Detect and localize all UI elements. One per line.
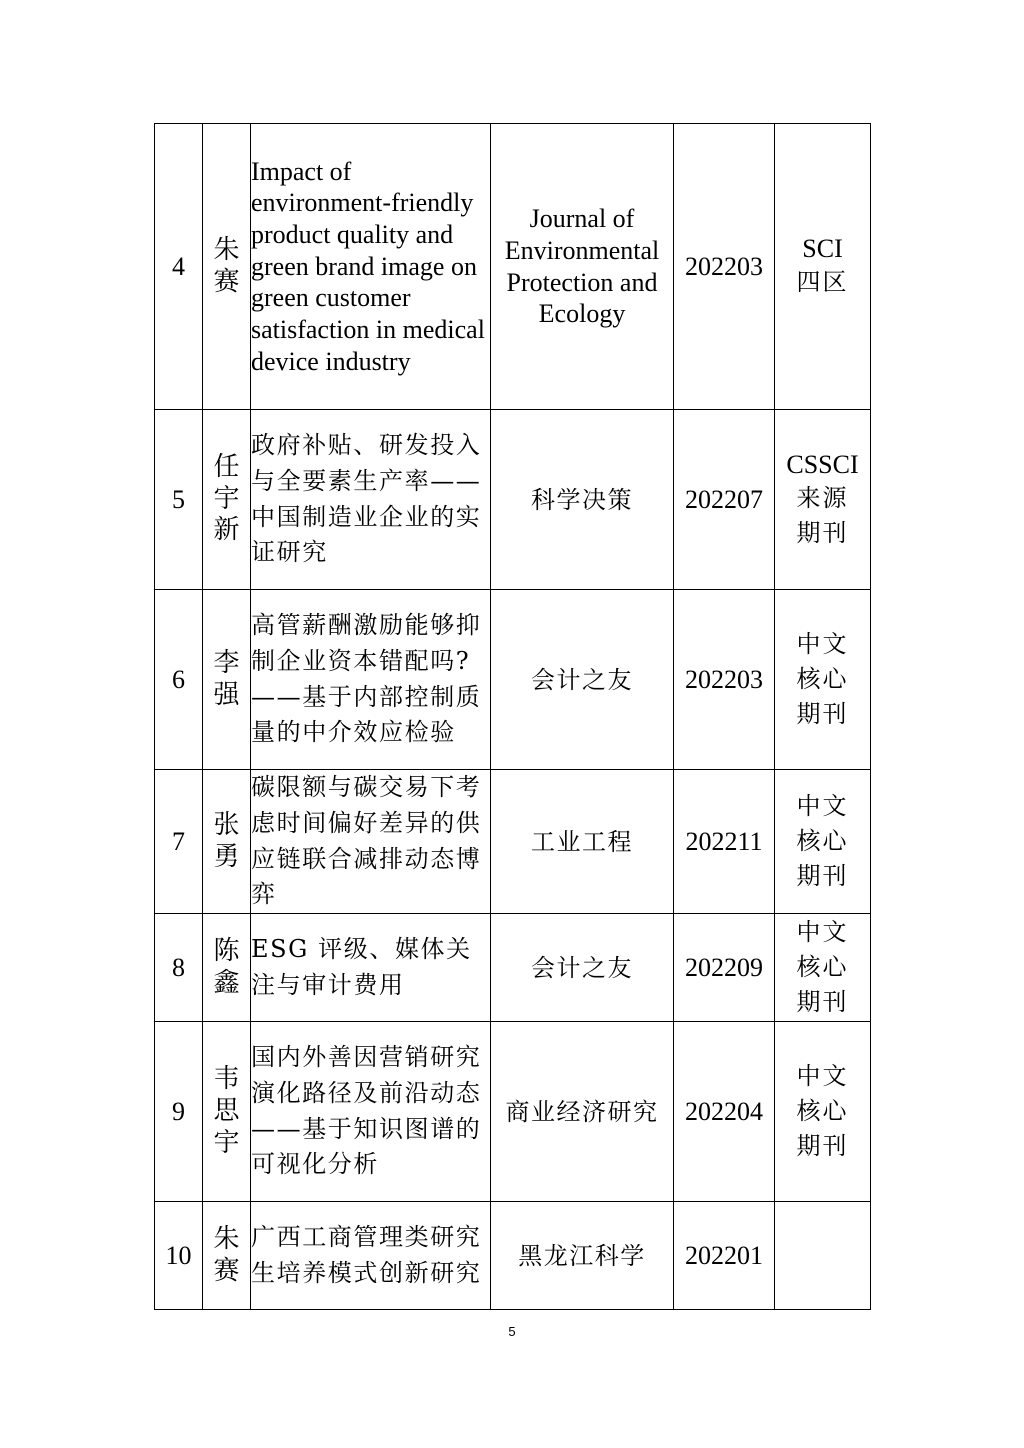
row-number: 5 bbox=[155, 410, 203, 590]
author-name: 陈 鑫 bbox=[203, 914, 251, 1022]
table-row bbox=[155, 1022, 871, 1202]
author-name: 任 宇 新 bbox=[203, 410, 251, 590]
row-number: 7 bbox=[155, 770, 203, 914]
table-row bbox=[155, 914, 871, 1022]
journal-level: 中文 核心 期刊 bbox=[775, 590, 871, 770]
journal-level: 中文 核心 期刊 bbox=[775, 914, 871, 1022]
table-row bbox=[155, 410, 871, 590]
journal-level: SCI 四区 bbox=[775, 124, 871, 410]
author-name: 朱 赛 bbox=[203, 124, 251, 410]
journal-name: 科学决策 bbox=[491, 410, 674, 590]
journal-name: 会计之友 bbox=[491, 914, 674, 1022]
row-number: 10 bbox=[155, 1202, 203, 1310]
journal-name: 黑龙江科学 bbox=[491, 1202, 674, 1310]
journal-name: 会计之友 bbox=[491, 590, 674, 770]
author-name: 张 勇 bbox=[203, 770, 251, 914]
journal-name: 商业经济研究 bbox=[491, 1022, 674, 1202]
publish-date: 202209 bbox=[674, 914, 775, 1022]
journal-level: 中文 核心 期刊 bbox=[775, 1022, 871, 1202]
publish-date: 202201 bbox=[674, 1202, 775, 1310]
paper-title: 碳限额与碳交易下考虑时间偏好差异的供应链联合减排动态博弈 bbox=[251, 770, 491, 914]
author-name: 朱 赛 bbox=[203, 1202, 251, 1310]
row-number: 8 bbox=[155, 914, 203, 1022]
paper-title: 广西工商管理类研究生培养模式创新研究 bbox=[251, 1202, 491, 1310]
table-row bbox=[155, 1202, 871, 1310]
table-row bbox=[155, 590, 871, 770]
journal-name: 工业工程 bbox=[491, 770, 674, 914]
publish-date: 202204 bbox=[674, 1022, 775, 1202]
publish-date: 202207 bbox=[674, 410, 775, 590]
paper-title: Impact of environment-friendly product quality and green brand image on green customer satisfaction in medical device industry bbox=[251, 124, 491, 410]
author-name: 韦 思 宇 bbox=[203, 1022, 251, 1202]
publish-date: 202203 bbox=[674, 124, 775, 410]
table-row bbox=[155, 770, 871, 914]
paper-title: 国内外善因营销研究演化路径及前沿动态——基于知识图谱的可视化分析 bbox=[251, 1022, 491, 1202]
page-number: 5 bbox=[508, 1324, 516, 1339]
journal-level: CSSCI 来源 期刊 bbox=[775, 410, 871, 590]
paper-title: ESG 评级、媒体关注与审计费用 bbox=[251, 914, 491, 1022]
publish-date: 202211 bbox=[674, 770, 775, 914]
publish-date: 202203 bbox=[674, 590, 775, 770]
paper-title: 政府补贴、研发投入与全要素生产率——中国制造业企业的实证研究 bbox=[251, 410, 491, 590]
journal-level bbox=[775, 1202, 871, 1310]
publications-table bbox=[154, 123, 871, 1310]
author-name: 李 强 bbox=[203, 590, 251, 770]
row-number: 4 bbox=[155, 124, 203, 410]
paper-title: 高管薪酬激励能够抑制企业资本错配吗?——基于内部控制质量的中介效应检验 bbox=[251, 590, 491, 770]
row-number: 9 bbox=[155, 1022, 203, 1202]
row-number: 6 bbox=[155, 590, 203, 770]
journal-name: Journal of Environmental Protection and Ecology bbox=[491, 124, 674, 410]
table-row bbox=[155, 124, 871, 410]
journal-level: 中文 核心 期刊 bbox=[775, 770, 871, 914]
